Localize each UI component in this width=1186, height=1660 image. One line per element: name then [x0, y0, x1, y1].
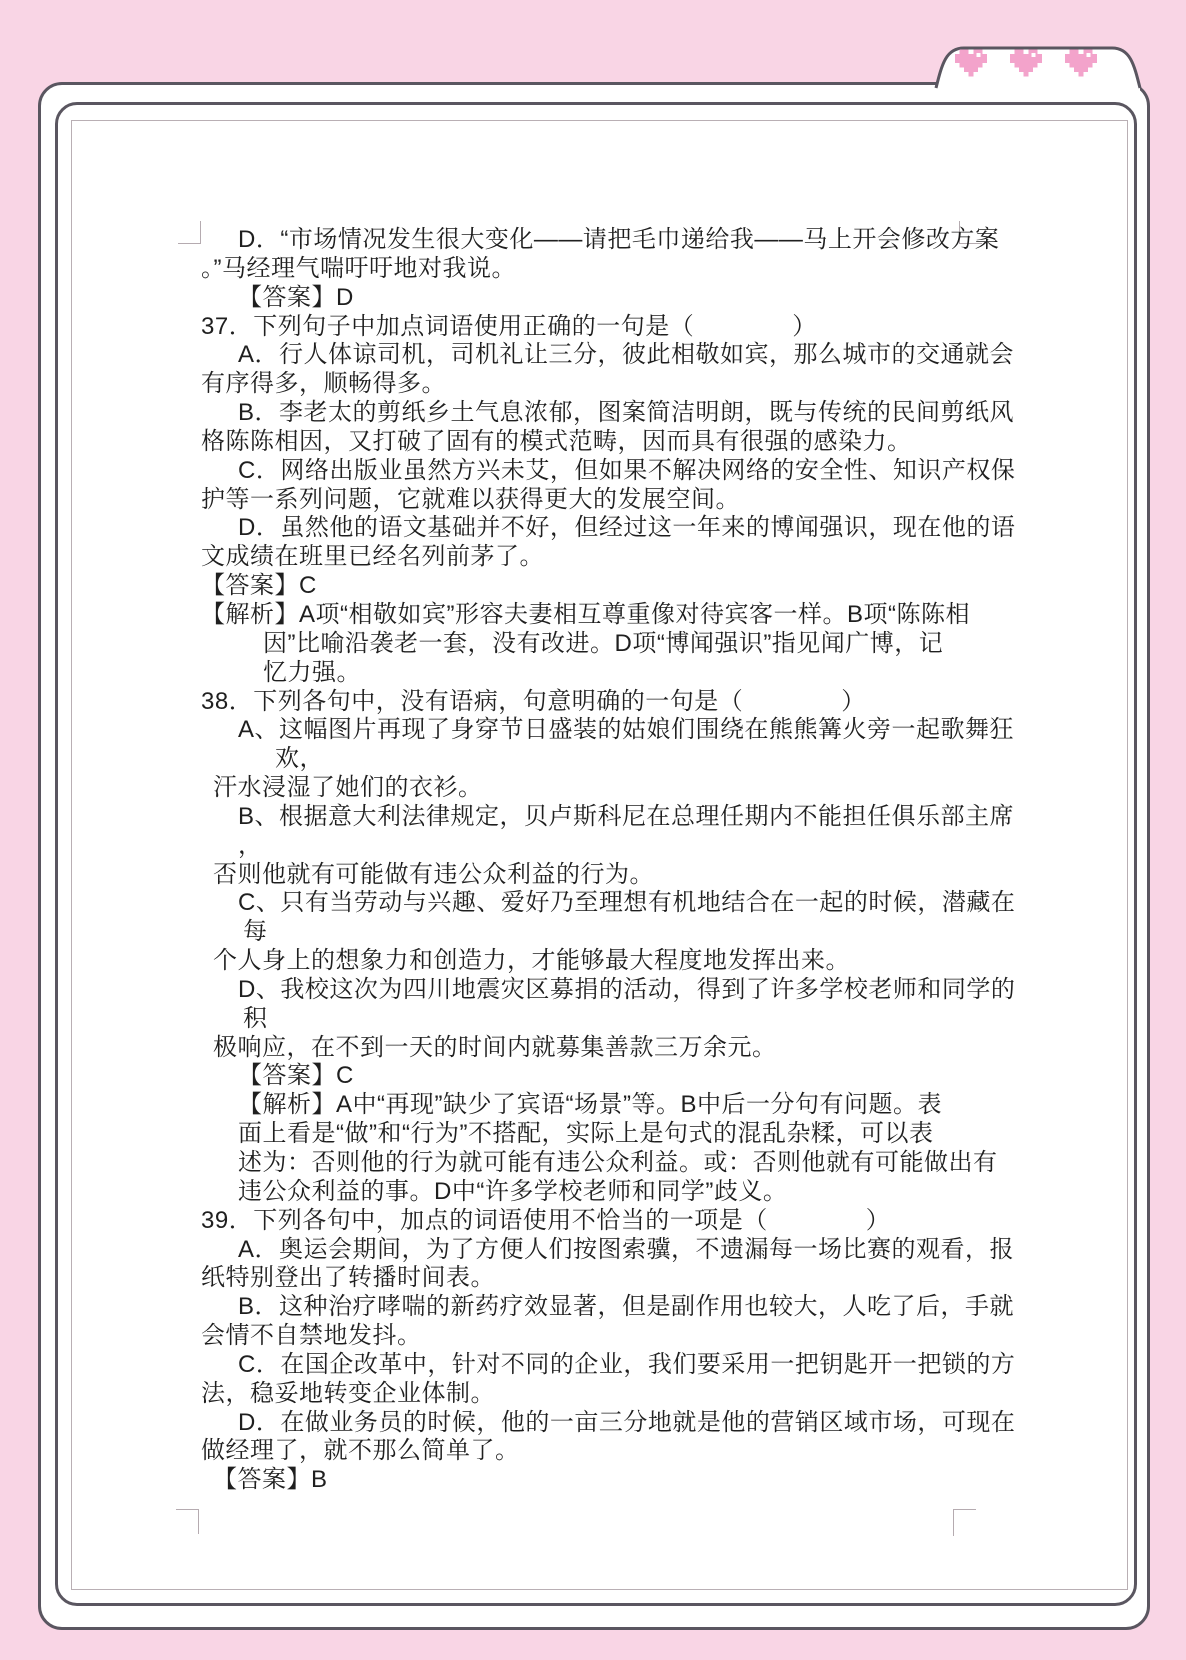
document-line: 欢， — [275, 745, 324, 773]
document-line: 【答案】D — [238, 283, 354, 311]
text-boundary-mark-top-left — [178, 221, 201, 244]
document-line: 【答案】C — [238, 1062, 354, 1090]
document-line: 纸特别登出了转播时间表。 — [201, 1264, 495, 1292]
document-line: 会情不自禁地发抖。 — [201, 1322, 422, 1350]
document-line: 述为：否则他的行为就可能有违公众利益。或：否则他就有可能做出有 — [238, 1149, 998, 1176]
document-line: 极响应，在不到一天的时间内就募集善款三万余元。 — [213, 1033, 777, 1061]
document-line: 个人身上的想象力和创造力，才能够最大程度地发挥出来。 — [213, 947, 850, 975]
document-line: 。”马经理气喘吁吁地对我说。 — [201, 254, 516, 282]
document-line: 文成绩在班里已经名列前茅了。 — [201, 543, 544, 571]
document-line: 忆力强。 — [263, 658, 361, 686]
document-line: 法，稳妥地转变企业体制。 — [201, 1379, 495, 1407]
document-line: B．李老太的剪纸乡土气息浓郁，图案简洁明朗，既与传统的民间剪纸风 — [238, 399, 1015, 427]
document-line: 每 — [243, 918, 268, 946]
document-line: D．在做业务员的时候，他的一亩三分地就是他的营销区域市场，可现在 — [238, 1408, 1016, 1436]
document-line: C．网络出版业虽然方兴未艾，但如果不解决网络的安全性、知识产权保 — [238, 456, 1016, 484]
document-line: 格陈陈相因，又打破了固有的模式范畴，因而具有很强的感染力。 — [201, 427, 912, 455]
text-block — [201, 226, 1016, 1495]
document-line: 【答案】B — [213, 1466, 328, 1494]
pixel-heart-icon — [955, 49, 987, 77]
document-line: 【答案】C — [201, 572, 317, 600]
pixel-heart-icon — [1065, 49, 1097, 77]
document-line: 积 — [243, 1004, 268, 1032]
document-line: A．奥运会期间，为了方便人们按图索骥，不遗漏每一场比赛的观看，报 — [238, 1235, 1015, 1263]
document-line: C．在国企改革中，针对不同的企业，我们要采用一把钥匙开一把锁的方 — [238, 1350, 1016, 1378]
document-line: D．“市场情况发生很大变化——请把毛巾递给我——马上开会修改方案 — [238, 226, 1000, 253]
document-line: 做经理了，就不那么简单了。 — [201, 1437, 520, 1465]
document-line: 护等一系列问题，它就难以获得更大的发展空间。 — [201, 485, 740, 513]
document-line: 面上看是“做”和“行为”不搭配，实际上是句式的混乱杂糅，可以表 — [238, 1120, 934, 1148]
pixel-heart-icon — [1010, 49, 1042, 77]
document-line: 39．下列各句中，加点的词语使用不恰当的一项是（ ） — [201, 1206, 891, 1234]
document-line: 否则他就有可能做有违公众利益的行为。 — [213, 860, 654, 888]
document-line: 37．下列句子中加点词语使用正确的一句是（ ） — [201, 312, 817, 340]
document-line: 【解析】A项“相敬如宾”形容夫妻相互尊重像对待宾客一样。B项“陈陈相 — [201, 600, 970, 628]
document-line: 汗水浸湿了她们的衣衫。 — [213, 774, 483, 802]
document-line: 有序得多，顺畅得多。 — [201, 370, 446, 398]
document-line: A．行人体谅司机，司机礼让三分，彼此相敬如宾，那么城市的交通就会 — [238, 341, 1015, 369]
document-line: 【解析】A中“再现”缺少了宾语“场景”等。B中后一分句有问题。表 — [238, 1091, 942, 1119]
document-line: 38．下列各句中，没有语病，句意明确的一句是（ ） — [201, 687, 866, 715]
document-line: D、我校这次为四川地震灾区募捐的活动，得到了许多学校老师和同学的 — [238, 975, 1016, 1003]
document-line: 违公众利益的事。D中“许多学校老师和同学”歧义。 — [238, 1177, 788, 1205]
document-line: ， — [238, 831, 263, 859]
document-line: C、只有当劳动与兴趣、爱好乃至理想有机地结合在一起的时候，潜藏在 — [238, 889, 1016, 917]
document-line: B．这种治疗哮喘的新药疗效显著，但是副作用也较大，人吃了后，手就 — [238, 1293, 1015, 1321]
document-line: A、这幅图片再现了身穿节日盛装的姑娘们围绕在熊熊篝火旁一起歌舞狂 — [238, 716, 1015, 744]
text-boundary-mark-bottom-right — [953, 1509, 976, 1536]
document-line: B、根据意大利法律规定，贝卢斯科尼在总理任期内不能担任俱乐部主席 — [238, 802, 1015, 830]
document-line: 因”比喻沿袭老一套，没有改进。D项“博闻强识”指见闻广博，记 — [263, 629, 944, 657]
text-boundary-mark-bottom-left — [176, 1509, 199, 1534]
document-line: D．虽然他的语文基础并不好，但经过这一年来的博闻强识，现在他的语 — [238, 514, 1016, 542]
